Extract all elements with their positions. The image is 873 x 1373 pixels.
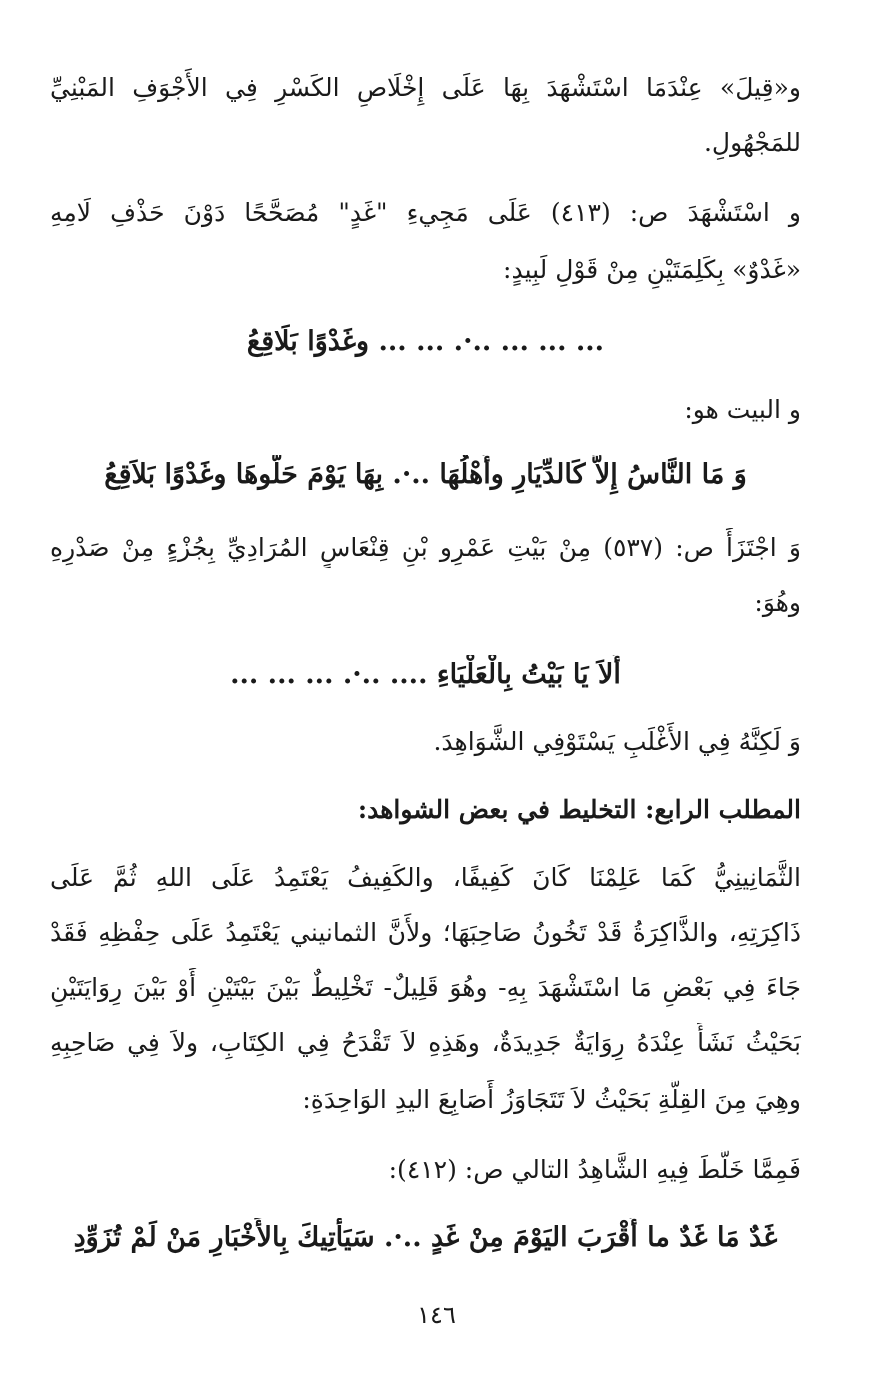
text-line-6: وَ اجْتَزَأَ ص: (٥٣٧) مِنْ بَيْتِ عَمْرِو بْنِ قِنْعَاسٍ المُرَادِيِّ بِجُزْءٍ مِنْ صَدْرِهِ	[50, 533, 801, 562]
paragraph-line-4: بَحَيْثُ نَشَأَ عِنْدَهُ رِوَايَةٌ جَدِيدَةٌ، وهَذِهِ لاَ تَقْدَحُ فِي الكِتَابِ، ولاَ فِي صَاحِبِهِ	[50, 1028, 801, 1057]
verse-line-2: غَدٌ مَا غَدٌ ما أَقْرَبَ اليَوْمَ مِنْ غَدٍ ..·. سَيَأْتِيكَ بِالأَخْبَارِ مَنْ لَمْ تُزَوِّدِ	[73, 1222, 778, 1253]
section-heading: المطلب الرابع: التخليط في بعض الشواهد:	[357, 795, 801, 824]
paragraph-line-2: ذَاكِرَتِهِ، والذَّاكِرَةُ قَدْ تَخُونُ صَاحِبَهَا؛ ولأَنَّ الثمانيني يَعْتَمِدُ عَلَى حِفْظِهِ فَقَدْ	[50, 918, 801, 947]
paragraph-line-5: وهِيَ مِنَ القِلَّةِ بَحَيْثُ لاَ تَتَجَاوَزُ أَصَابِعَ اليدِ الوَاحِدَةِ:	[302, 1085, 801, 1114]
text-line-4: «غَدْوٌ» بِكَلِمَتَيْنِ مِنْ قَوْلِ لَبِيدٍ:	[503, 255, 801, 284]
text-line-9: فَمِمَّا خَلَّطَ فِيهِ الشَّاهِدُ التالي ص: (٤١٢):	[388, 1155, 801, 1184]
text-line-2: للمَجْهُولِ.	[703, 128, 801, 157]
verse-line-1: وَ مَا النَّاسُ إِلاَّ كَالدِّيَارِ وأَهْلُهَا ..·. بِهَا يَوْمَ حَلُّوهَا وغَدْوًا بَلاَقِعُ	[104, 459, 747, 490]
verse-fragment-2: أَلاَ يَا بَيْتُ بِالْعَلْيَاءِ .... ..·. ... ... ...	[230, 659, 621, 690]
verse-fragment-1: ... ... ... ..·. ... ... وغَدْوًا بَلَاقِعُ	[246, 326, 605, 357]
text-line-3: و اسْتَشْهَدَ ص: (٤١٣) عَلَى مَجِيءِ "غَدٍ" مُصَحَّحًا دَوْنَ حَذْفِ لَامِهِ	[50, 198, 801, 227]
page-number: ١٤٦	[417, 1301, 456, 1329]
paragraph-line-1: الثَّمَانِينِيُّ كَمَا عَلِمْنَا كَانَ كَفِيفًا، والكَفِيفُ يَعْتَمِدُ عَلَى اللهِ ثُمَّ عَلَى	[50, 863, 801, 892]
paragraph-line-3: جَاءَ فِي بَعْضِ مَا اسْتَشْهَدَ بِهِ- وهُوَ قَلِيلٌ- تَخْلِيطٌ بَيْنَ بَيْتَيْنِ أَوْ بَيْنَ رِوَايَتَيْنِ	[50, 973, 801, 1002]
text-line-8: وَ لَكِنَّهُ فِي الأَغْلَبِ يَسْتَوْفِي الشَّوَاهِدَ.	[433, 727, 801, 756]
text-line-5: و البيت هو:	[684, 395, 801, 424]
text-line-1: و«قِيلَ» عِنْدَمَا اسْتَشْهَدَ بِهَا عَلَى إِخْلَاصِ الكَسْرِ فِي الأَجْوَفِ المَبْنِيِّ	[50, 73, 801, 102]
text-line-7: وهُوَ:	[754, 588, 801, 617]
